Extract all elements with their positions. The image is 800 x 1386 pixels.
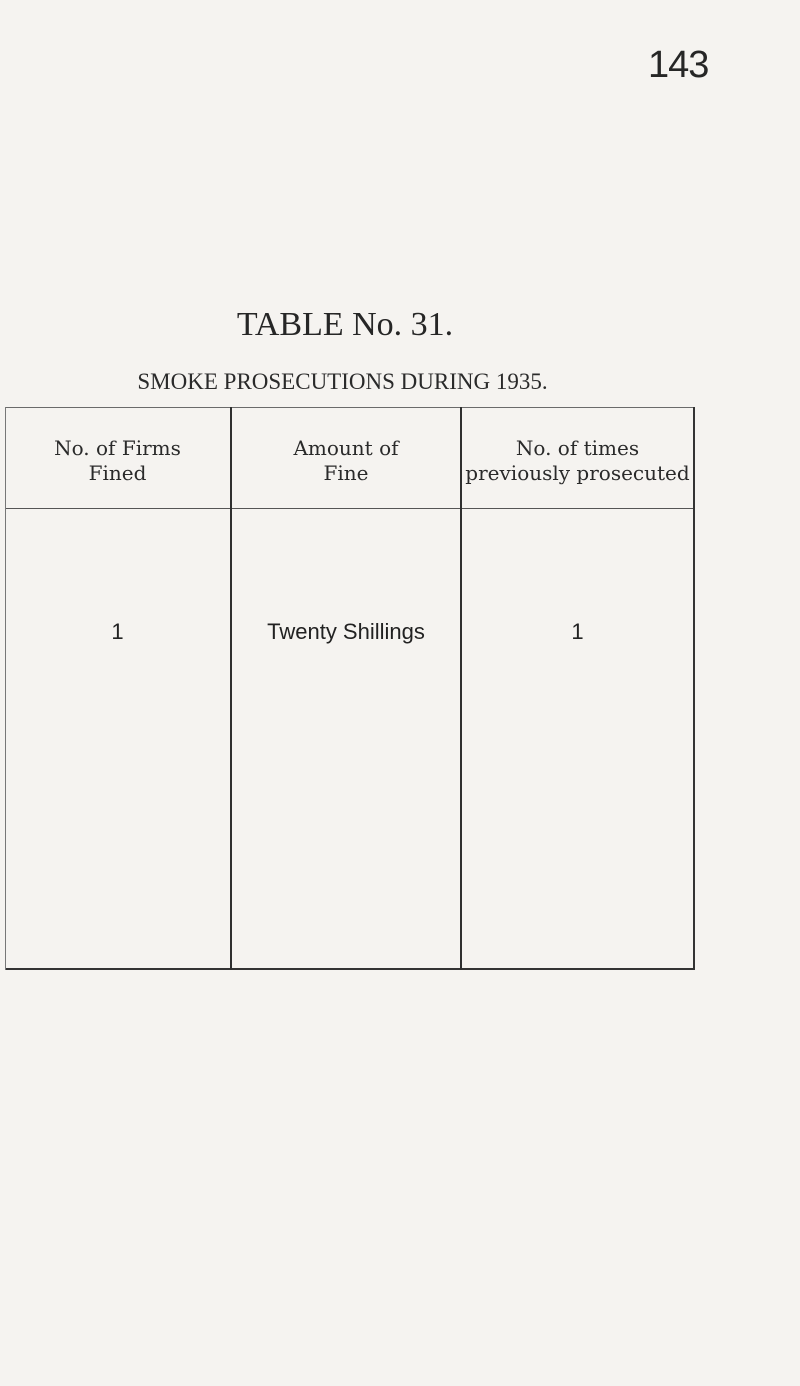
header-previous-line1: No. of times [515, 436, 640, 460]
header-firms-fined [5, 436, 230, 486]
cell-amount-of-fine: Twenty Shillings [267, 619, 425, 644]
prosecutions-table [5, 407, 695, 969]
table-title: TABLE No. 31. [236, 306, 454, 343]
table-border-top [5, 407, 693, 408]
header-firms-fined-line1: No. of Firms [54, 436, 181, 460]
table-header-divider [5, 508, 693, 509]
table-border-left [5, 407, 6, 970]
table-border-right [693, 407, 695, 970]
header-amount-line2: Fine [323, 461, 369, 485]
header-previous-prosecutions [462, 436, 693, 486]
table-border-bottom [5, 968, 693, 970]
cell-firms-fined: 1 [111, 619, 124, 644]
column-divider-1 [230, 407, 232, 970]
column-divider-2 [460, 407, 462, 970]
header-amount-line1: Amount of [293, 436, 399, 460]
table-subtitle: SMOKE PROSECUTIONS DURING 1935. [137, 369, 548, 394]
header-firms-fined-line2: Fined [88, 461, 147, 485]
cell-previous-prosecutions: 1 [571, 619, 584, 644]
header-amount-of-fine [232, 436, 460, 486]
header-previous-line2: previously prosecuted [465, 461, 690, 485]
page-number: 143 [648, 44, 709, 86]
